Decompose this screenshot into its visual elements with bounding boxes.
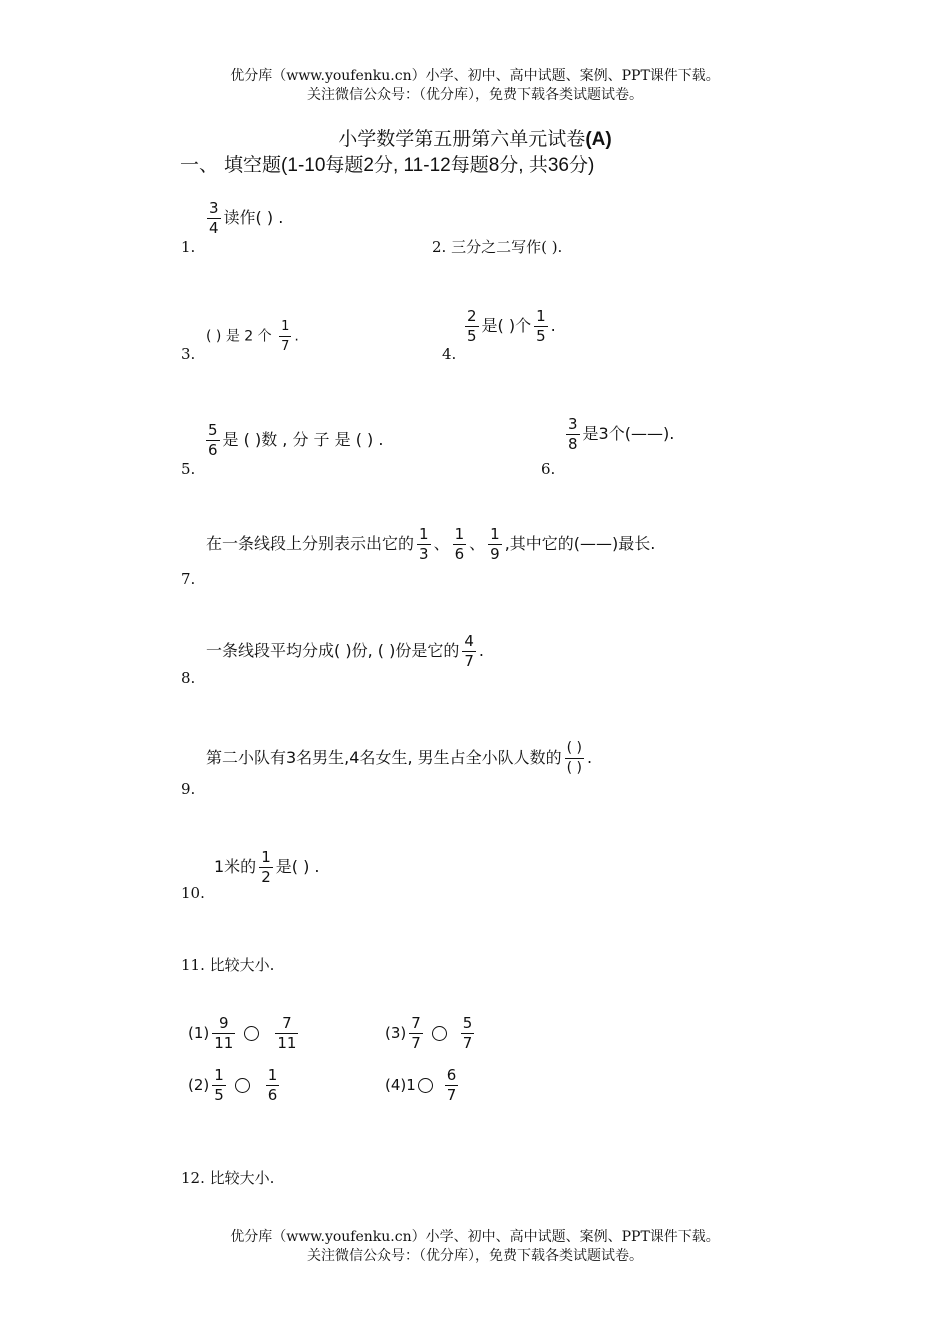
q9-blank-denominator: ( ) (566, 760, 582, 776)
q4-a-denominator: 5 (467, 327, 477, 345)
compare-circle-icon (418, 1078, 433, 1093)
q11-item-4-fraction-b (445, 1067, 459, 1104)
q6-text: 是3个(——). (582, 424, 675, 443)
q11-item-4-label: (4) (385, 1076, 407, 1094)
q3-denominator: 7 (281, 339, 290, 354)
q5-text: 是 ( )数 , 分 子 是 ( ) . (222, 430, 384, 449)
q9-blank-numerator: ( ) (566, 740, 582, 756)
q7-pre: 在一条线段上分别表示出它的 (206, 534, 415, 553)
q11-item-3 (385, 1015, 477, 1052)
section-heading (180, 150, 594, 177)
title-suffix: (A) (585, 129, 612, 150)
q7-number: 7. (181, 570, 196, 588)
q1-fraction (207, 200, 221, 237)
q7-f2-numerator: 1 (454, 525, 465, 543)
q3-content (206, 318, 299, 355)
compare-circle-icon (235, 1078, 250, 1093)
q1-content (204, 200, 283, 237)
q9-post: . (587, 748, 593, 767)
q1-number: 1. (181, 238, 196, 256)
q7-content (206, 526, 655, 563)
q5-number: 5. (181, 460, 196, 478)
q7-f1-denominator: 3 (419, 545, 429, 563)
q11-item-3-label: (3) (385, 1024, 407, 1042)
q11-1-b-numerator: 7 (282, 1014, 292, 1032)
q8-number: 8. (181, 669, 196, 687)
q2-content: 2. 三分之二写作( ). (432, 238, 563, 256)
q4-mid: 是( )个 (481, 316, 532, 335)
q1-denominator: 4 (209, 219, 219, 237)
q6-content (563, 416, 674, 453)
q11-item-4 (385, 1067, 461, 1104)
q3-number: 3. (181, 345, 196, 363)
q11-item-2-fraction-a (212, 1067, 226, 1104)
q4-post: . (550, 316, 556, 335)
q11-2-b-numerator: 1 (267, 1066, 278, 1084)
q4-number: 4. (442, 345, 457, 363)
q11-item-1-label: (1) (188, 1024, 210, 1042)
compare-circle-icon (244, 1026, 259, 1041)
q7-fraction-3 (488, 526, 502, 563)
q7-f2-denominator: 6 (454, 545, 465, 563)
q5-content (203, 422, 383, 459)
q10-content (214, 849, 319, 886)
q11-4-whole-number: 1 (406, 1076, 416, 1094)
header-line-2: 关注微信公众号：（优分库），免费下载各类试题试卷。 (307, 87, 643, 103)
q11-1-a-numerator: 9 (219, 1014, 229, 1032)
q7-fraction-1 (417, 526, 431, 563)
q7-f3-denominator: 9 (490, 545, 500, 563)
q11-3-b-denominator: 7 (462, 1034, 473, 1052)
q8-denominator: 7 (464, 652, 474, 670)
q7-f3-numerator: 1 (490, 525, 500, 543)
q11-3-a-denominator: 7 (411, 1034, 421, 1052)
q11-2-b-denominator: 6 (267, 1086, 278, 1104)
q4-b-numerator: 1 (536, 307, 546, 325)
q9-pre: 第二小队有3名男生,4名女生, 男生占全小队人数的 (206, 748, 562, 767)
q11-item-1-fraction-b (275, 1015, 298, 1052)
q11-item-1 (188, 1015, 301, 1052)
q10-numerator: 1 (261, 848, 271, 866)
compare-circle-icon (432, 1026, 447, 1041)
q10-denominator: 2 (261, 868, 271, 886)
q3-post: . (294, 328, 299, 345)
q9-fraction-blank (565, 740, 584, 777)
q11-1-a-denominator: 11 (214, 1034, 234, 1052)
section-prefix: 一、 填空题 (180, 154, 282, 176)
q6-numerator: 3 (568, 415, 578, 433)
q6-denominator: 8 (568, 435, 578, 453)
q11-3-a-numerator: 7 (411, 1014, 421, 1032)
q8-fraction (462, 633, 476, 670)
q11-4-b-denominator: 7 (446, 1086, 457, 1104)
q7-post: ,其中它的(——)最长. (504, 534, 656, 553)
q3-numerator: 1 (281, 319, 290, 334)
q3-pre: ( ) 是 2 个 (206, 328, 272, 345)
q4-a-numerator: 2 (467, 307, 477, 325)
q11-item-2-label: (2) (188, 1076, 210, 1094)
q10-post: 是( ) . (275, 857, 320, 876)
footer-line-1: 优分库（www.youfenku.cn）小学、初中、高中试题、案例、PPT课件下载。 (230, 1229, 720, 1245)
q11-1-b-denominator: 11 (277, 1034, 297, 1052)
header-line-1: 优分库（www.youfenku.cn）小学、初中、高中试题、案例、PPT课件下载。 (230, 68, 720, 84)
q4-b-denominator: 5 (536, 327, 546, 345)
q8-post: . (478, 641, 484, 660)
q5-denominator: 6 (208, 441, 218, 459)
q7-sep-2: 、 (469, 534, 486, 553)
q9-number: 9. (181, 780, 196, 798)
q8-content (206, 633, 484, 670)
q4-fraction-b (534, 308, 548, 345)
q11-item-3-fraction-b (461, 1015, 475, 1052)
q7-sep-1: 、 (433, 534, 450, 553)
q7-fraction-2 (453, 526, 467, 563)
q8-pre: 一条线段平均分成( )份, ( )份是它的 (206, 641, 460, 660)
q6-fraction (566, 416, 580, 453)
q11-title: 11. 比较大小. (181, 956, 275, 974)
q7-f1-numerator: 1 (419, 525, 429, 543)
q11-item-3-fraction-a (409, 1015, 423, 1052)
q11-4-b-numerator: 6 (446, 1066, 457, 1084)
q11-3-b-numerator: 5 (462, 1014, 473, 1032)
q11-2-a-numerator: 1 (214, 1066, 224, 1084)
footer-line-2: 关注微信公众号：（优分库），免费下载各类试题试卷。 (307, 1248, 643, 1264)
q11-item-1-fraction-a (212, 1015, 235, 1052)
q12-title: 12. 比较大小. (181, 1169, 275, 1187)
q8-numerator: 4 (464, 632, 474, 650)
q1-text: 读作( ) . (223, 208, 284, 227)
page-title (0, 124, 950, 151)
q3-fraction (279, 318, 291, 355)
q5-numerator: 5 (208, 421, 218, 439)
q11-2-a-denominator: 5 (214, 1086, 224, 1104)
q10-fraction (259, 849, 273, 886)
q10-pre: 1米的 (214, 857, 257, 876)
q1-numerator: 3 (209, 199, 219, 217)
q6-number: 6. (541, 460, 556, 478)
q5-fraction (206, 422, 220, 459)
q4-content (462, 308, 556, 345)
q11-item-2 (188, 1067, 282, 1104)
section-detail: (1-10每题2分, 11-12每题8分, 共36分) (281, 155, 595, 176)
title-text: 小学数学第五册第六单元试卷 (338, 128, 586, 150)
q11-item-2-fraction-b (266, 1067, 280, 1104)
q9-content (206, 740, 592, 777)
q4-fraction-a (465, 308, 479, 345)
q10-number: 10. (181, 884, 205, 902)
